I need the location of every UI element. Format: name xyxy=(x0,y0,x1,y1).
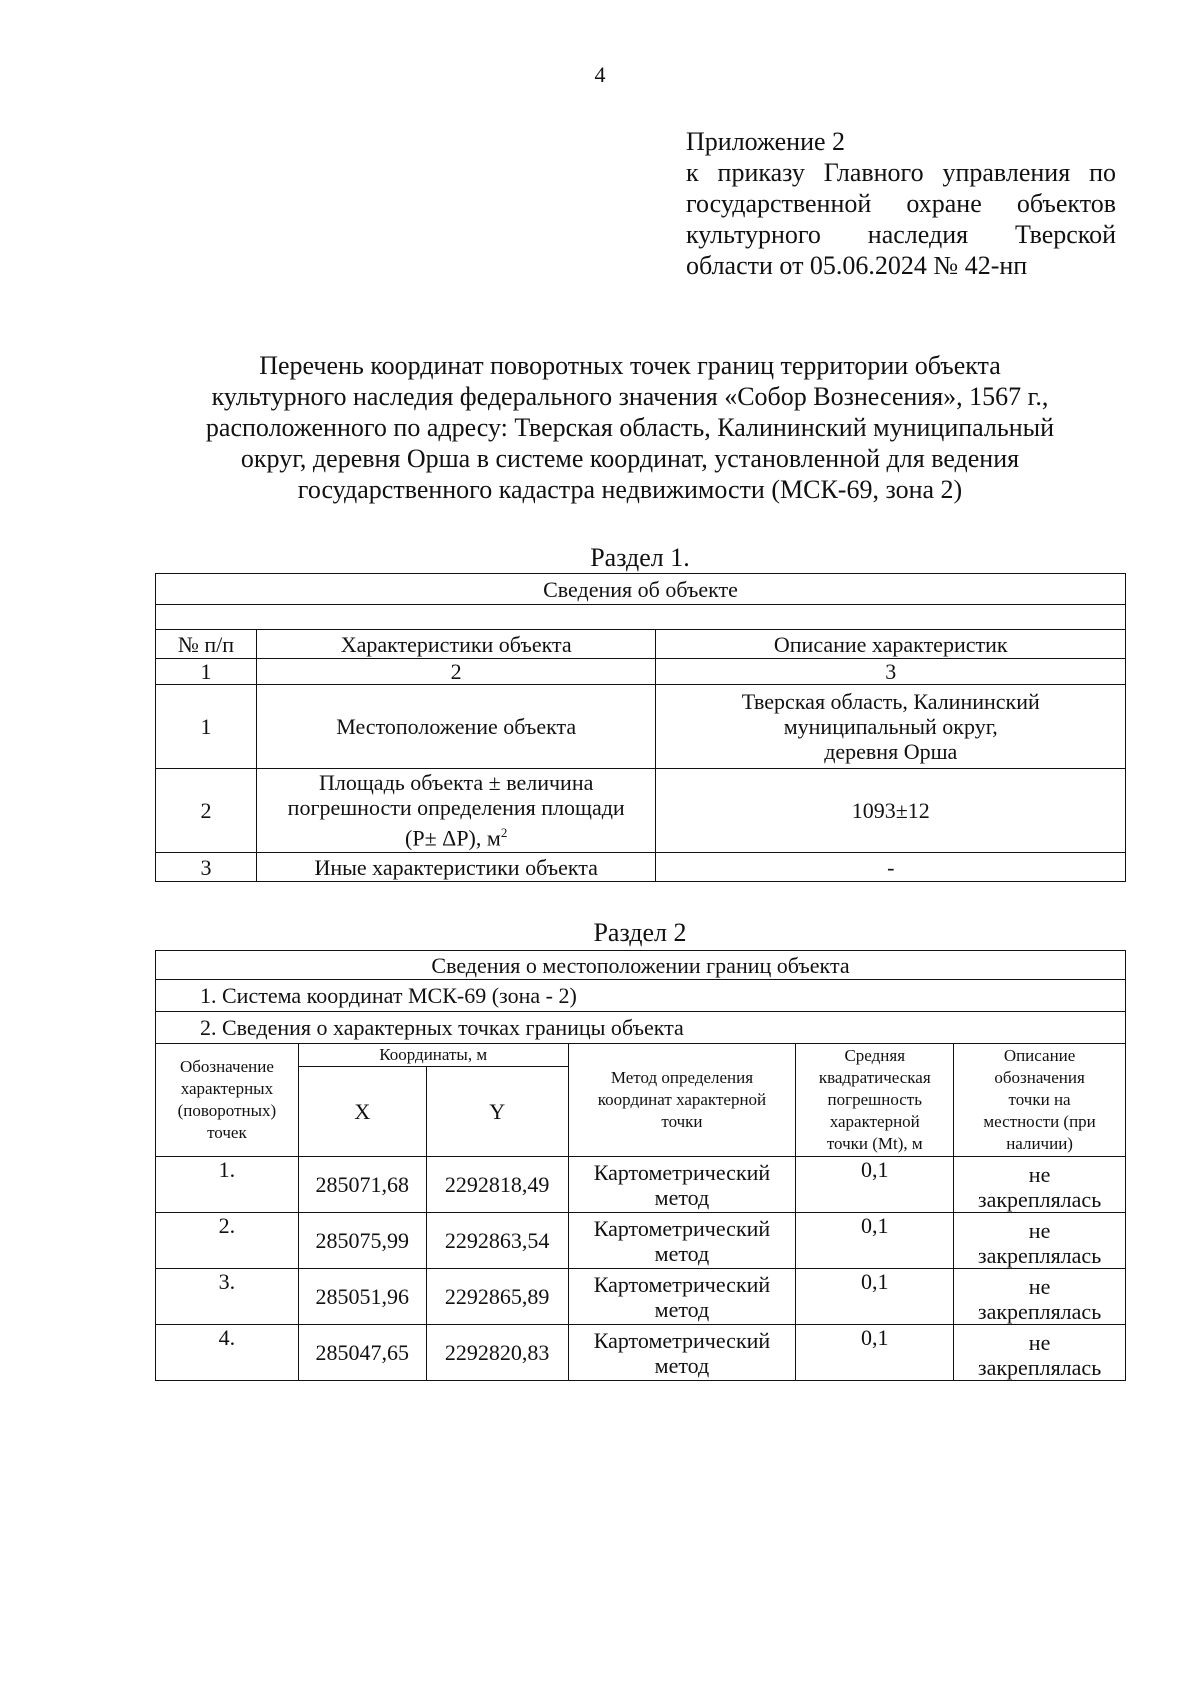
error-value: 0,1 xyxy=(796,1269,954,1325)
description-line: не xyxy=(1028,1162,1051,1187)
characteristic-cell xyxy=(256,769,656,853)
method-cell xyxy=(568,1157,796,1213)
method-cell xyxy=(568,1269,796,1325)
header-cell: № п/п xyxy=(156,630,257,659)
description-cell: 1093±12 xyxy=(656,769,1126,853)
method-line: Картометрический xyxy=(593,1215,771,1241)
boundary-points-table xyxy=(155,950,1126,1381)
characteristic-cell: Местоположение объекта xyxy=(256,685,656,769)
y-value: 2292865,89 xyxy=(426,1269,568,1325)
characteristic-line xyxy=(261,820,652,850)
page-number: 4 xyxy=(594,62,606,87)
x-value: 285051,96 xyxy=(298,1269,426,1325)
method-header xyxy=(568,1044,796,1157)
section1-heading: Раздел 1. xyxy=(590,543,690,572)
error-header xyxy=(796,1044,954,1157)
description-cell xyxy=(656,685,1126,769)
point-number: 1. xyxy=(156,1157,299,1213)
description-line: закреплялась xyxy=(977,1243,1102,1268)
table-row xyxy=(156,769,1126,853)
x-value: 285075,99 xyxy=(298,1213,426,1269)
method-line: метод xyxy=(654,1352,710,1378)
description-line: муниципальный округ, xyxy=(783,714,998,739)
table-row xyxy=(156,1213,1126,1269)
title-line: Перечень координат поворотных точек границ территории объекта xyxy=(259,351,1001,380)
description-line: закреплялась xyxy=(977,1299,1102,1324)
y-header: Y xyxy=(426,1067,568,1157)
header-line: Обозначение xyxy=(179,1057,274,1076)
appendix-line: Приложение 2 xyxy=(686,127,846,156)
header-line: наличии) xyxy=(1006,1134,1073,1153)
header-cell: Характеристики объекта xyxy=(256,630,656,659)
characteristic-line: Площадь объекта ± величина xyxy=(319,770,594,796)
header-line: Средняя xyxy=(844,1046,906,1065)
method-cell xyxy=(568,1213,796,1269)
point-number: 3. xyxy=(156,1269,299,1325)
header-line: квадратическая xyxy=(818,1068,931,1087)
method-cell xyxy=(568,1325,796,1381)
superscript: 2 xyxy=(500,825,508,841)
document-title xyxy=(150,350,1110,505)
error-value: 0,1 xyxy=(796,1325,954,1381)
title-line: государственного кадастра недвижимости (МСК-69, зона 2) xyxy=(297,475,963,504)
header-line: точки на xyxy=(1008,1090,1071,1109)
method-line: Картометрический xyxy=(593,1327,771,1353)
characteristic-text: (Р± ΔР), м xyxy=(405,825,501,851)
appendix-line: области от 05.06.2024 № 42-нп xyxy=(686,251,1028,280)
description-header xyxy=(954,1044,1126,1157)
method-line: метод xyxy=(654,1296,710,1322)
description-line: закреплялась xyxy=(977,1355,1102,1380)
point-number: 2. xyxy=(156,1213,299,1269)
table-row xyxy=(156,1157,1126,1213)
row-number: 1 xyxy=(156,685,257,769)
method-line: метод xyxy=(654,1240,710,1266)
x-value: 285071,68 xyxy=(298,1157,426,1213)
header-line: точки (Mt), м xyxy=(826,1134,923,1153)
appendix-block xyxy=(686,126,1116,281)
description-line: не xyxy=(1028,1218,1051,1243)
table-row xyxy=(156,1269,1126,1325)
header-line: характерных xyxy=(180,1079,274,1098)
header-line: точки xyxy=(661,1112,703,1131)
error-value: 0,1 xyxy=(796,1213,954,1269)
header-cell: Описание характеристик xyxy=(656,630,1126,659)
description-line: деревня Орша xyxy=(824,739,958,764)
point-description xyxy=(954,1269,1126,1325)
appendix-line: к приказу Главного управления по xyxy=(686,158,1116,187)
point-description xyxy=(954,1325,1126,1381)
coordinates-header: Координаты, м xyxy=(298,1044,568,1067)
table-row xyxy=(156,853,1126,882)
method-line: Картометрический xyxy=(593,1159,771,1185)
header-line: погрешность xyxy=(827,1090,922,1109)
y-value: 2292818,49 xyxy=(426,1157,568,1213)
description-line: Тверская область, Калининский xyxy=(741,689,1040,714)
header-line: характерной xyxy=(829,1112,920,1131)
table-title: Сведения о местоположении границ объекта xyxy=(156,951,1126,980)
appendix-line: государственной охране объектов xyxy=(686,189,1116,218)
method-line: метод xyxy=(654,1184,710,1210)
description-line: не xyxy=(1028,1274,1051,1299)
description-cell: - xyxy=(656,853,1126,882)
method-line: Картометрический xyxy=(593,1271,771,1297)
appendix-line: культурного наследия Тверской xyxy=(686,220,1116,249)
column-number: 3 xyxy=(656,659,1126,685)
title-line: культурного наследия федерального значения «Собор Вознесения», 1567 г., xyxy=(211,382,1049,411)
description-line: не xyxy=(1028,1330,1051,1355)
table-row xyxy=(156,1325,1126,1381)
designation-header xyxy=(156,1044,299,1157)
column-number: 1 xyxy=(156,659,257,685)
point-description xyxy=(954,1213,1126,1269)
header-line: (поворотных) xyxy=(177,1101,277,1120)
header-line: Метод определения xyxy=(610,1068,754,1087)
header-line: координат характерной xyxy=(597,1090,767,1109)
characteristic-line: погрешности определения площади xyxy=(287,795,625,821)
table-row xyxy=(156,685,1126,769)
table-subtitle: 2. Сведения о характерных точках границы объекта xyxy=(156,1012,1126,1044)
empty-row xyxy=(156,605,1126,630)
title-line: расположенного по адресу: Тверская область, Калининский муниципальный xyxy=(205,413,1055,442)
column-number: 2 xyxy=(256,659,656,685)
error-value: 0,1 xyxy=(796,1157,954,1213)
header-line: местности (при xyxy=(983,1112,1096,1131)
row-number: 3 xyxy=(156,853,257,882)
characteristic-cell: Иные характеристики объекта xyxy=(256,853,656,882)
description-line: закреплялась xyxy=(977,1187,1102,1212)
title-line: округ, деревня Орша в системе координат, установленной для ведения xyxy=(240,444,1020,473)
row-number: 2 xyxy=(156,769,257,853)
point-description xyxy=(954,1157,1126,1213)
y-value: 2292863,54 xyxy=(426,1213,568,1269)
section2-heading: Раздел 2 xyxy=(593,918,687,947)
header-line: точек xyxy=(207,1123,247,1142)
x-value: 285047,65 xyxy=(298,1325,426,1381)
header-line: Описание xyxy=(1003,1046,1076,1065)
x-header: X xyxy=(298,1067,426,1157)
table-title: Сведения об объекте xyxy=(156,574,1126,605)
point-number: 4. xyxy=(156,1325,299,1381)
y-value: 2292820,83 xyxy=(426,1325,568,1381)
header-line: обозначения xyxy=(994,1068,1085,1087)
table-subtitle: 1. Система координат МСК-69 (зона - 2) xyxy=(156,980,1126,1012)
object-info-table xyxy=(155,573,1126,882)
